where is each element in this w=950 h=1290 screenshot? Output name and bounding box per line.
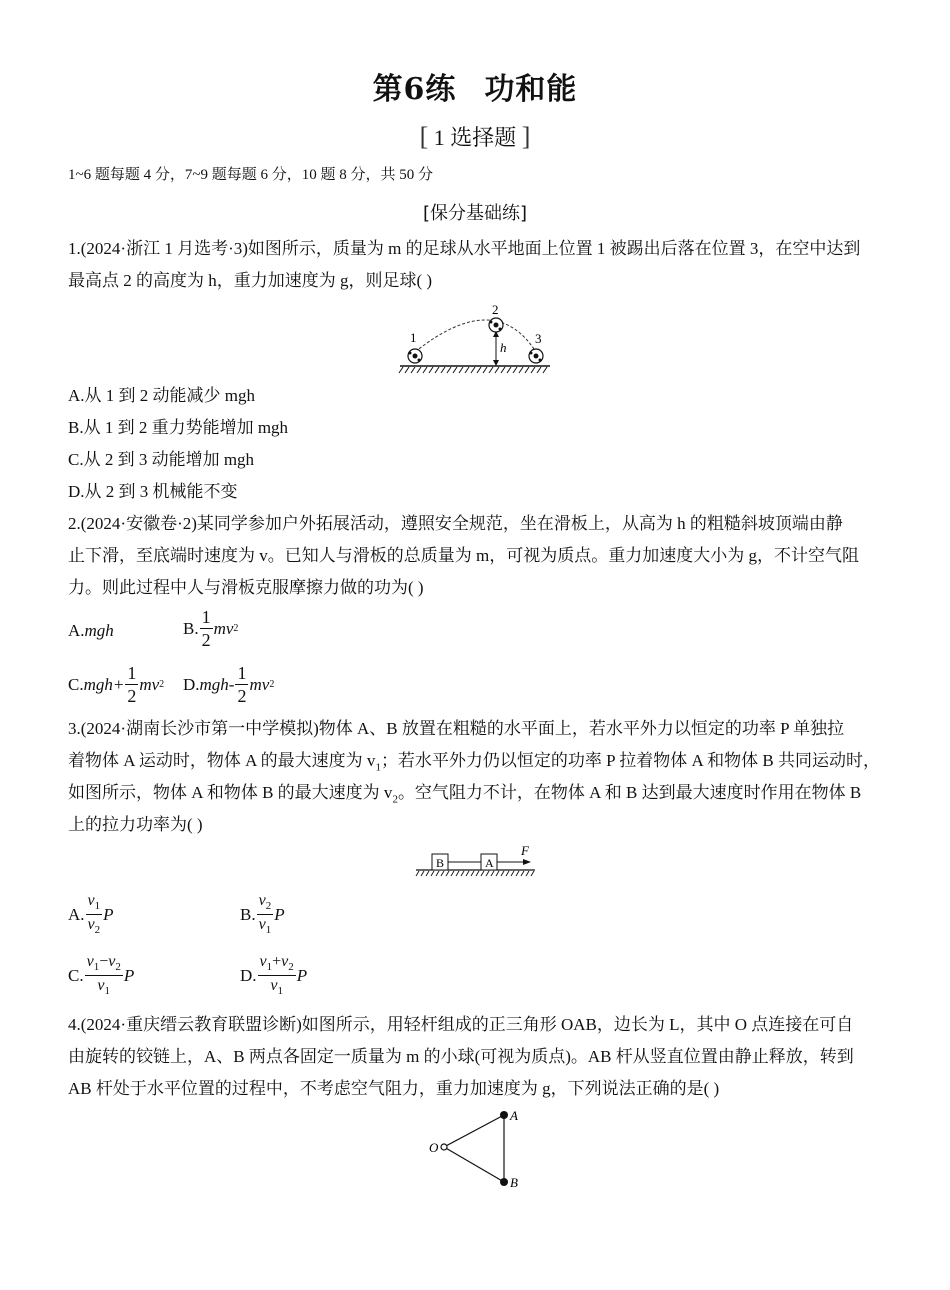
q3-option-c[interactable]: C. $\frac{v_1-v_2}{v_1}$ P bbox=[68, 953, 135, 998]
q4-stem-line1: 4.(2024·重庆缙云教育联盟诊断)如图所示，用轻杆组成的正三角形 OAB，边长为 L，其中 O 点连接在可自 bbox=[68, 1015, 854, 1034]
q3-option-d[interactable]: D. $\frac{v_1+v_2}{v_1}$ P bbox=[240, 953, 308, 998]
q2-stem-line3: 力。则此过程中人与滑板克服摩擦力做的功为( ) bbox=[68, 578, 424, 597]
ball-a bbox=[500, 1111, 508, 1119]
title-topic: 功和能 bbox=[484, 72, 578, 107]
fig-label-h: h bbox=[500, 340, 507, 355]
ball-b bbox=[500, 1178, 508, 1186]
q3-figure-blocks bbox=[413, 842, 543, 878]
label-b: B bbox=[510, 1175, 518, 1190]
q2-option-c[interactable]: C. mgh+ $\frac{1}{2}$ mv 2 bbox=[68, 663, 165, 706]
section-label: 1 选择题 bbox=[433, 125, 517, 150]
fig-label-3: 3 bbox=[535, 331, 542, 346]
q1-stem-line2: 最高点 2 的高度为 h，重力加速度为 g，则足球( ) bbox=[68, 271, 433, 290]
label-a: A bbox=[510, 1108, 518, 1123]
q2-option-d[interactable]: D. mgh- $\frac{1}{2}$ mv 2 bbox=[183, 663, 275, 706]
fraction-one-half: $\frac{1}{2}$ bbox=[237, 663, 247, 706]
fraction-one-half: $\frac{1}{2}$ bbox=[201, 607, 211, 650]
q3-stem-line2: 着物体 A 运动时，物体 A 的最大速度为 $v_1$；若水平外力仍以恒定的功率 P 拉着物体 A 和物体 B 共同运动时， bbox=[68, 751, 880, 774]
q1-stem-line1: 1.(2024·浙江 1 月选考·3)如图所示，质量为 m 的足球从水平地面上位置 1 被踢出后落在位置 3，在空中达到 bbox=[68, 239, 861, 258]
fraction-one-half: $\frac{1}{2}$ bbox=[127, 663, 137, 706]
q3-stem-line3: 如图所示，物体 A 和物体 B 的最大速度为 $v_2$。空气阻力不计，在物体 A 和 B 达到最大速度时作用在物体 B bbox=[68, 783, 862, 806]
title-number: 第6练 bbox=[372, 72, 457, 107]
q2-option-b[interactable]: B. $\frac{1}{2}$ mv 2 bbox=[183, 607, 239, 650]
q3-stem-line4: 上的拉力功率为( ) bbox=[68, 815, 203, 834]
block-b-label: B bbox=[436, 856, 445, 870]
q1-figure-football bbox=[395, 300, 555, 375]
q1-option-c[interactable]: C.从 2 到 3 动能增加 mgh bbox=[68, 450, 255, 469]
fig-label-1: 1 bbox=[410, 330, 417, 345]
q2-stem-line1: 2.(2024·安徽卷·2)某同学参加户外拓展活动，遵照安全规范，坐在滑板上，从高为 h 的粗糙斜坡顶端由静 bbox=[68, 514, 843, 533]
force-label: F bbox=[521, 843, 529, 858]
q4-figure-triangle bbox=[425, 1105, 525, 1195]
block-a-label: A bbox=[485, 856, 494, 870]
q3-option-b[interactable]: B. $\frac{v_2}{v_1}$ P bbox=[240, 892, 285, 937]
q1-option-d[interactable]: D.从 2 到 3 机械能不变 bbox=[68, 482, 238, 501]
q4-stem-line2: 由旋转的铰链上，A、B 两点各固定一质量为 m 的小球(可视为质点)。AB 杆从竖直位置由静止释放，转到 bbox=[68, 1047, 854, 1066]
q2-stem-line2: 止下滑，至底端时速度为 v。已知人与滑板的总质量为 m，可视为质点。重力加速度大小为 g，不计空气阻 bbox=[68, 546, 859, 565]
hinge-o bbox=[441, 1144, 447, 1150]
football-2 bbox=[489, 318, 503, 332]
scoring-note: 1~6 题每题 4 分，7~9 题每题 6 分，10 题 8 分，共 50 分 bbox=[68, 167, 433, 183]
q4-stem-line3: AB 杆处于水平位置的过程中，不考虑空气阻力，重力加速度为 g，下列说法正确的是( ) bbox=[68, 1079, 720, 1098]
section-heading: [ 1 选择题 ] bbox=[419, 122, 531, 151]
q2-option-a[interactable]: A.mgh bbox=[68, 621, 114, 640]
q1-option-a[interactable]: A.从 1 到 2 动能减少 mgh bbox=[68, 386, 255, 405]
q1-option-b[interactable]: B.从 1 到 2 重力势能增加 mgh bbox=[68, 418, 289, 437]
subsection-heading: [保分基础练] bbox=[422, 203, 528, 224]
q3-option-a[interactable]: A. $\frac{v_1}{v_2}$ P bbox=[68, 892, 114, 937]
fig-label-2: 2 bbox=[492, 302, 499, 317]
page-title bbox=[0, 64, 950, 108]
label-o: O bbox=[429, 1140, 439, 1155]
football-3 bbox=[529, 349, 543, 363]
q3-stem-line1: 3.(2024·湖南长沙市第一中学模拟)物体 A、B 放置在粗糙的水平面上，若水平外力以恒定的功率 P 单独拉 bbox=[68, 719, 845, 738]
football-1 bbox=[408, 349, 422, 363]
